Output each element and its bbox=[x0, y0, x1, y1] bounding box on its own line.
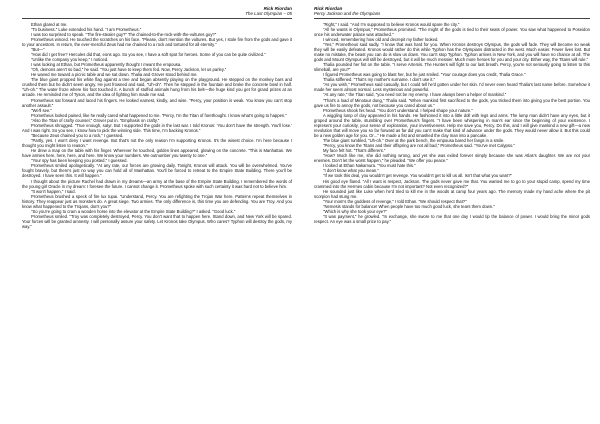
paragraph: Prometheus sat forward and laced his fingers. He looked earnest, kindly, and wise. "Percy, your position is weak. You know you can't stop another assault." bbox=[22, 97, 292, 108]
paragraph: "To business." Luke extended his hand. "I am Prometheus." bbox=[31, 26, 142, 32]
paragraph: I figured Prometheus was going to blast her, but he just smiled. "Your courage does you credit, Thalia Grace." bbox=[323, 72, 526, 78]
paragraph: The blue giant rumbled, "Uh-oh." Over at the park bench, the empousa bared her fangs in a smile. bbox=[323, 138, 505, 144]
paragraph: "That's a load of Minotaur dung," Thalia said. "When mankind first sacrificed to the gods, you tricked them into giving you the best portion. You gave us fire to annoy the gods, not because you cared about us." bbox=[314, 97, 590, 108]
left-page-subtitle: The Last Olympian – 05 bbox=[22, 11, 292, 18]
paragraph: Prometheus winced. He touched the scratches on his face. "Please, don't mention the vultures. But yes, I stole fire from the gods and gave it to your ancestors. In return, the ever-merciful Zeus had me chained to a rock and tortured for all eternity." bbox=[22, 36, 292, 47]
paragraph: "If we took this deal, you wouldn't get revenge. You wouldn't get to kill us all. Isn't that what you want?" bbox=[323, 173, 513, 179]
paragraph: Prometheus brushed a speck of fire lux tupai. "Understand, Percy. You are refighting the Trojan War here. Patterns repeat themselves in history. They reappear just as monsters do. A great siege. Two armies. The only difference is, this time you are defending. You are Troy. And you know what happened to the Trojans, don't you?" bbox=[22, 193, 292, 209]
paragraph: I was looking at Ethan, but Prometheus apparently thought I meant the empousa. bbox=[31, 62, 182, 68]
right-page bbox=[300, 0, 600, 424]
right-page-author: Rick Riordan bbox=[314, 6, 343, 11]
paragraph: I looked at Ethan Nakamura. "You must hate this." bbox=[323, 163, 416, 169]
paragraph: "Yes," Prometheus said sadly. "I know that was hard for you. When Kronos destroys Olympus, the gods will fade. They will become so weak they will be easily defeated. Kronos would rather do this while Typhon has the Olympians distracted in the west. Much easier. Fewer lives lost. But make no mistake, the beast you can do is slow us down. You can't stop Typhon. Typhon arrives in New York, and you will have no chance at all. The gods and Mount Olympus will still be destroyed, but it will be much messier. Much more heroes for you and your city. Either way, the Titans will rule." bbox=[314, 41, 590, 63]
paragraph: He drew a map on the table with his finger. Wherever he touched, golden lines appeared, glowing on the concrete. "This is Manhattan. We have armies here, here, here, and here. We know your numbers. We outnumber you twenty to one." bbox=[22, 148, 292, 159]
paragraph: I thought about the picture Rachel had drawn in my dreams—an army at the base of the Empire State Building. I remembered the words of the young girl Oracle in my dream: I foresee the future. I cannot change it. Prometheus spoke with such certainty it was hard not to believe him. bbox=[22, 178, 292, 189]
paragraph: "Also the Titan of crafty counsel," Grover put in. "Emphasis on crafty." bbox=[31, 117, 160, 123]
paragraph: He waved me toward a picnic table and we sat down. Thalia and Grover stood behind me. bbox=[31, 72, 198, 78]
right-page-subtitle: Percy Jackson and the Olympians bbox=[314, 11, 590, 18]
paragraph: A wiggling lump of clay appeared in his hands. He fashioned it into a little doll with legs and arms. The lump man didn't have any eyes, but it groped around the table, stumbling over Prometheus's fingers. "I have been whispering in man's ear since the beginning of your existence. I represent your curiosity, your sense of exploration, your inventiveness. Help me save you, Percy. Do this, and I will give mankind a new gift—a new revolution that will move you so far forward as far did you can't make that kind of advance under the gods. They would never allow it. But this could be a new golden age for you. Or..." He made a fist and smashed the clay man into a pancake. bbox=[314, 112, 590, 138]
paragraph: "I don't know what you mean." bbox=[323, 168, 379, 174]
paragraph: "Percy, you know the Titans and their offspring are not all bad," Prometheus said. "You've met Calypso." bbox=[323, 143, 515, 149]
paragraph: "Nemesis stands for balance! When people have too much good luck, she tears them down." bbox=[323, 203, 495, 209]
paragraph: Prometheus shrugged. "True enough, satyr. But I supported the gods in the last war. I told Kronos: 'You don't have the strength. You'll lose.' And I was right. So you see, I know how to pick the winning side. This time, I'm backing Kronos." bbox=[22, 122, 292, 133]
paragraph: "It was payment," he growled. "In exchange, she swore to me that one day I would tip the balance of power. I would bring the minor gods respect. An eye was a small price to pay." bbox=[314, 213, 590, 225]
paragraph: "Your spy has been keeping you posted," I guessed. bbox=[31, 158, 128, 164]
paragraph: "It won't happen," I said. bbox=[31, 188, 76, 194]
paragraph: I winced, remembering how old and decrepit my father looked. bbox=[323, 36, 439, 42]
paragraph: Prometheus smiled. "Troy was completely destroyed, Percy. You don't want that to happen here. Stand down, and New York will be spared. Your forces will be granted amnesty. I will personally assure your safety. Let Kronos take Olympus. Who cares? Typhon will destroy the gods, my way." bbox=[22, 213, 292, 230]
paragraph: "Partly, yes. I won't deny I want revenge. But that's not the only reason I'm supporting Kronos. It's the wisest choice. I'm here because I thought you might listen to reason." bbox=[22, 138, 292, 149]
left-page-header bbox=[22, 6, 292, 19]
paragraph: "So you're going to cram a wooden horse into the elevator at the Empire State Building?" I asked. "Good luck." bbox=[31, 208, 236, 214]
paragraph: "As you wish," Prometheus said casually, but I could tell he'd gotten under her skin. I'd never even heard Thalia's last name before. Somehow it made her seem almost normal. Less mysterious and powerful. bbox=[314, 82, 590, 93]
paragraph: "Unlike the company you keep," I noticed. bbox=[31, 57, 109, 63]
left-page-author: Rick Riordan bbox=[263, 6, 292, 11]
paragraph: "How did I get free? Hercules did that, eons ago. So you see, I have a soft spot for heroes. Some of you can be quite civilized." bbox=[31, 51, 266, 57]
right-page-body bbox=[314, 22, 590, 225]
paragraph: He sounded just like Luke when he'd tried to kill me in the woods at camp four years ago. The memory made my hand ache where the pit scorpion had stung me. bbox=[314, 188, 590, 199]
paragraph: Thalia stiffened. "That's my mother's surname. I don't use it." bbox=[323, 77, 436, 83]
paragraph: "At any rate," the Titan said, "you need not be my enemy. I have always been a helper of mankind." bbox=[323, 92, 507, 98]
paragraph: Thalia pounded her fist on the table. "I serve Artemis. The Hunters will fight to our last breath. Percy, you're not seriously going to listen to this slimeball, are you?" bbox=[314, 62, 590, 73]
paragraph: "All he wants is Olympus," Prometheus promised. "The might of the gods is tied to their seats of power. You saw what happened to Poseidon once his underwater palace was attacked." bbox=[314, 26, 590, 37]
paragraph: Prometheus smiled apologetically. "At any rate, our forces are growing daily. Tonight, Kronos will attack. You will be overwhelmed. You've fought bravely, but there's just no way you can hold all of Manhattan. You'll be forced to retreat to the Empire State Building. There you'll be destroyed. I have seen this. It will happen." bbox=[22, 163, 292, 179]
paragraph: "Right," I said. "And I'm supposed to believe Kronos would spare the city." bbox=[323, 21, 460, 27]
paragraph: "We'll see." bbox=[31, 107, 52, 113]
right-page-header bbox=[314, 6, 590, 19]
paragraph: "Which is why she took your eye?" bbox=[323, 208, 387, 214]
paragraph: Prometheus looked pained, like he really cared what happened to me. "Percy, I'm the Titan of forethought. I know what's going to happen." bbox=[31, 112, 287, 118]
paragraph: Prometheus shook his head. "You don't understand. I helped shape your nature." bbox=[323, 107, 473, 113]
paragraph: "But—" bbox=[31, 46, 45, 52]
paragraph: "Your mom's the goddess of revenge," I told Ethan. "We should respect that?" bbox=[323, 198, 467, 204]
paragraph: "How? Much like me, she did nothing wrong, and yet she was exiled forever simply because she was Atlas's daughter. We are not your enemies. Don't let the worst happen," he pleaded. "We offer you peace." bbox=[314, 153, 590, 164]
paragraph: I was too surprised to speak. "The fire-stealer guy?" The chained-to-the-rock-with-the-vultures guy?" bbox=[31, 31, 217, 37]
paragraph: His good eye flared. "All I want is respect, Jackson. The gods never gave me that. You wanted me to go to your stupid camp, spend my time crammed into the Hermes cabin because I'm not important? Not even recognized?" bbox=[314, 178, 590, 189]
paragraph: "Because Zeus chained you to a rock," I guessed. bbox=[31, 132, 124, 138]
left-page-body bbox=[22, 22, 292, 230]
paragraph: My face felt hot. "That's different." bbox=[323, 148, 386, 154]
paragraph: Ethan glared at me. bbox=[31, 21, 68, 27]
paragraph: "Oh, demons aren't so bad," he said. "You just have to keep them fed. Now, Percy Jackson, let us parley." bbox=[31, 67, 227, 73]
paragraph: The blue giant propped his white flag against a tree and began absently playing on the playground. He stepped on the monkey bars and crushed them but he didn't seem angry. He just frowned and said, "Uh-oh". Then he stepped in the fountain and broke the concrete bowl in half. "Uh-oh." The water froze where his foot touched it. A bunch of stuffed animals hung from his belt—the huge kind you get for grand prizes at an arcade. He reminded me of Tyson, and the idea of fighting him made me sad. bbox=[22, 77, 292, 98]
